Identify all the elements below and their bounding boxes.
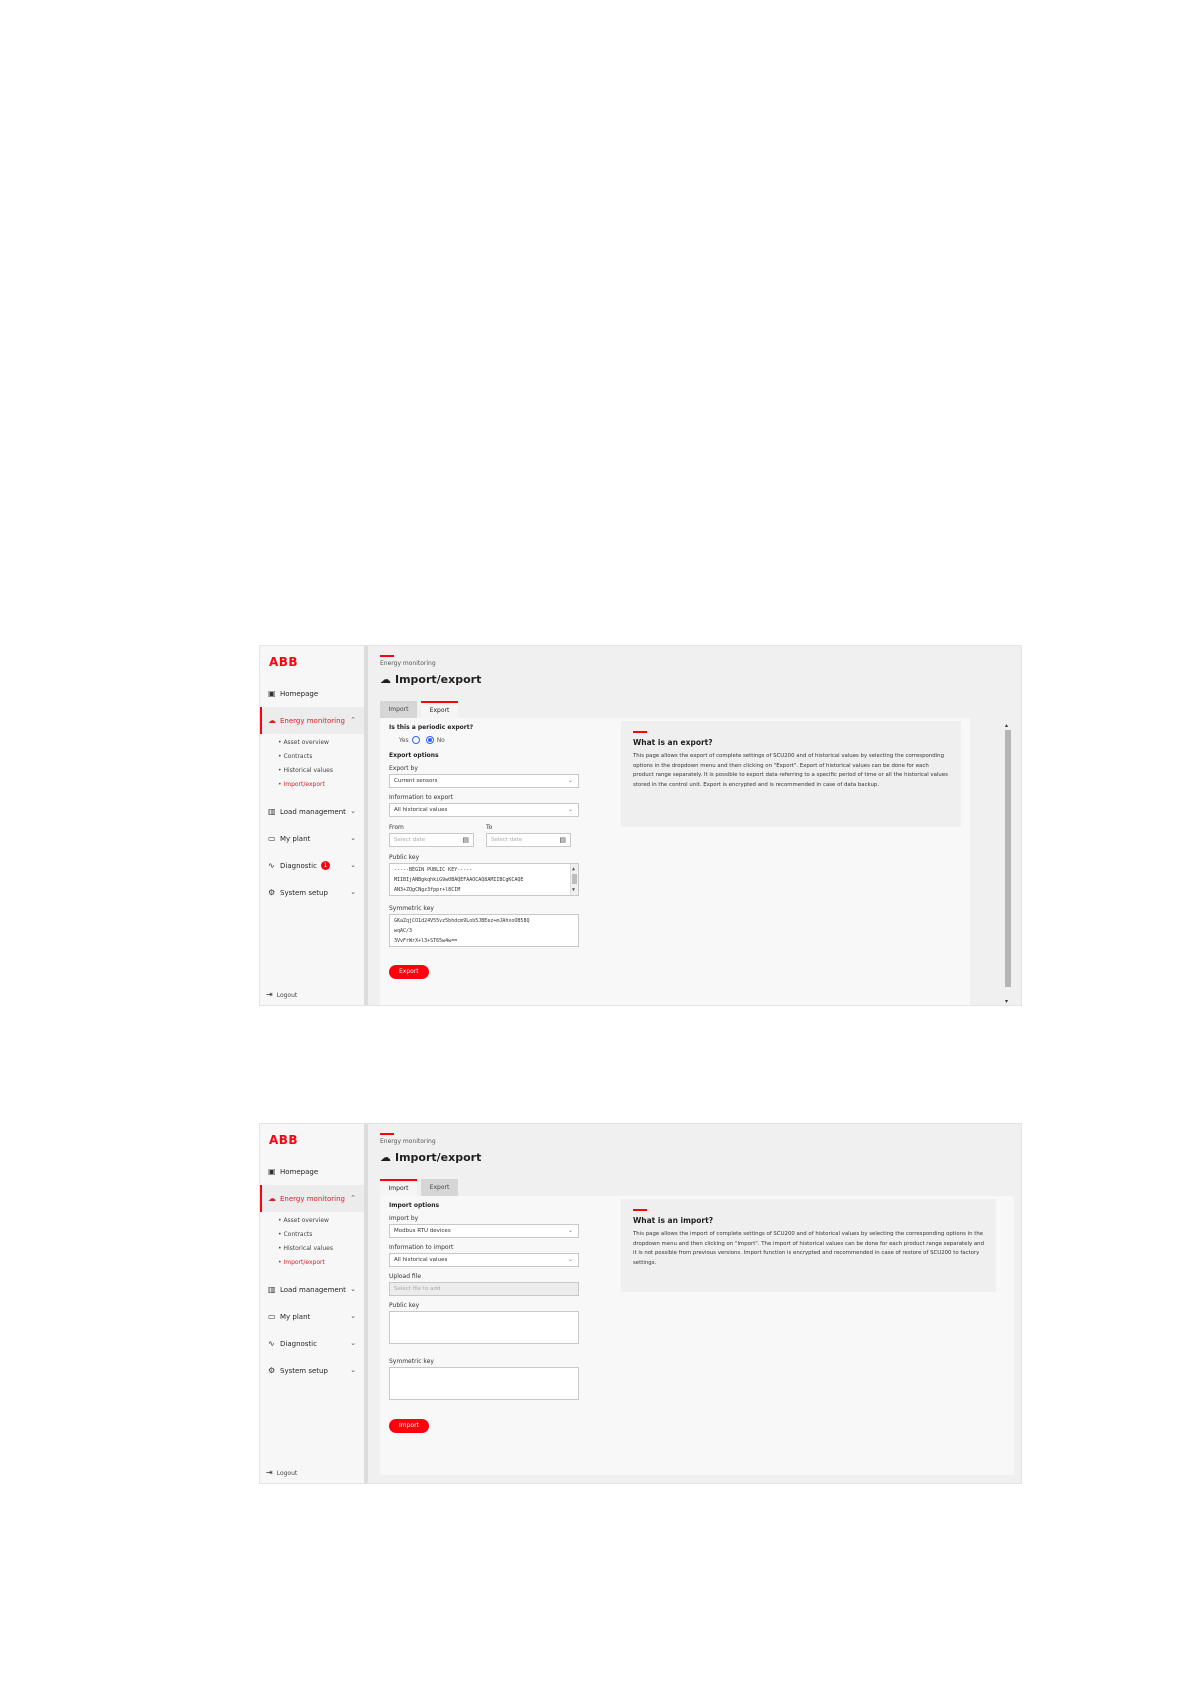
info-to-export-label: Information to export bbox=[389, 794, 454, 801]
sidebar-item-system-setup[interactable] bbox=[260, 1357, 364, 1384]
public-key-textarea[interactable] bbox=[389, 863, 579, 896]
periodic-radio-group bbox=[389, 736, 579, 744]
info-text: This page allows the import of complete settings of SCU200 and of historical values by selecting the corresponding options in the dropdown menu and then clicking on "Import". The import of historical values can be done for each product range separately and it is not possible from previous versions. Import function is encrypted and recommended in case of restore of SCU200 to factory settings. bbox=[633, 1231, 985, 1266]
accent-bar bbox=[380, 655, 394, 657]
public-key-line: AN3+ZQgCNgz3fppr+l8CIM bbox=[394, 887, 461, 893]
chevron-up-icon: ⌃ bbox=[350, 716, 356, 724]
upload-file-label: Upload file bbox=[389, 1273, 422, 1280]
from-label: From bbox=[389, 824, 404, 831]
tab-export[interactable]: Export bbox=[421, 701, 458, 718]
tab-bar bbox=[380, 1179, 462, 1196]
gear-icon: ⚙ bbox=[268, 1366, 276, 1375]
chevron-down-icon: ⌄ bbox=[350, 807, 356, 815]
sidebar-item-load-management[interactable] bbox=[260, 1276, 364, 1303]
from-group bbox=[389, 824, 474, 847]
sidebar bbox=[260, 646, 368, 1005]
from-date-input[interactable]: Select date ▤ bbox=[389, 833, 474, 847]
info-to-import-select[interactable]: All historical values ⌄ bbox=[389, 1253, 579, 1267]
sidebar-item-label: Load management bbox=[280, 807, 346, 816]
bar-chart-icon: ▥ bbox=[268, 807, 276, 816]
sidebar-item-homepage[interactable] bbox=[260, 680, 364, 707]
public-key-label: Public key bbox=[389, 1302, 420, 1309]
sidebar-nav bbox=[260, 680, 364, 906]
to-group bbox=[486, 824, 571, 847]
radio-no-label: No bbox=[436, 736, 445, 744]
tab-export[interactable]: Export bbox=[421, 1179, 458, 1196]
cloud-icon: ☁ bbox=[268, 1194, 276, 1203]
accent-bar bbox=[380, 1133, 394, 1135]
symmetric-key-line: GKaZqjCO1d24V55vz5bhdcm9Lob5JBEez+mJAhxoOB58Q bbox=[394, 918, 530, 924]
submenu-item-contracts[interactable]: • Contracts bbox=[278, 753, 313, 760]
scroll-down-icon[interactable]: ▾ bbox=[1005, 998, 1009, 1005]
sidebar-item-homepage[interactable] bbox=[260, 1158, 364, 1185]
radio-yes[interactable] bbox=[412, 736, 420, 744]
monitor-icon: ▭ bbox=[268, 1312, 276, 1321]
scrollbar-thumb[interactable] bbox=[572, 874, 577, 884]
gear-icon: ⚙ bbox=[268, 888, 276, 897]
public-key-line: -----BEGIN PUBLIC KEY----- bbox=[394, 867, 473, 873]
sidebar-item-diagnostic[interactable] bbox=[260, 852, 364, 879]
to-date-input[interactable]: Select date ▤ bbox=[486, 833, 571, 847]
abb-logo: ABB bbox=[269, 1133, 299, 1147]
tab-import[interactable]: Import bbox=[380, 701, 417, 718]
sidebar-item-label: Homepage bbox=[280, 1167, 319, 1176]
sidebar-item-label: Diagnostic bbox=[280, 861, 317, 870]
logout-icon: ⇥ bbox=[266, 1468, 273, 1477]
public-key-label: Public key bbox=[389, 854, 420, 861]
radio-no[interactable] bbox=[426, 736, 434, 744]
sidebar bbox=[260, 1124, 368, 1483]
sidebar-item-label: Energy monitoring bbox=[280, 1194, 345, 1203]
symmetric-key-label: Symmetric key bbox=[389, 905, 434, 912]
submenu-item-asset-overview[interactable]: • Asset overview bbox=[278, 1217, 329, 1224]
chevron-down-icon: ⌄ bbox=[567, 1227, 573, 1234]
page-scrollbar[interactable] bbox=[1004, 722, 1012, 1005]
page-title: ☁ Import/export bbox=[380, 673, 482, 686]
upload-file-input[interactable]: Select file to add bbox=[389, 1282, 579, 1296]
import-options-heading: Import options bbox=[389, 1202, 440, 1209]
export-by-select[interactable]: Current sensors ⌄ bbox=[389, 774, 579, 788]
logout-link[interactable]: ⇥ Logout bbox=[266, 1468, 298, 1477]
logout-link[interactable]: ⇥ Logout bbox=[266, 990, 298, 999]
chevron-down-icon: ⌄ bbox=[350, 834, 356, 842]
scrollbar-thumb[interactable] bbox=[1005, 730, 1011, 987]
logout-icon: ⇥ bbox=[266, 990, 273, 999]
submenu-item-asset-overview[interactable]: • Asset overview bbox=[278, 739, 329, 746]
sidebar-item-label: System setup bbox=[280, 1366, 328, 1375]
import-by-label: Import by bbox=[389, 1215, 419, 1222]
chevron-down-icon: ⌄ bbox=[350, 1366, 356, 1374]
energy-submenu bbox=[260, 1212, 364, 1276]
sidebar-item-label: My plant bbox=[280, 1312, 311, 1321]
sidebar-item-my-plant[interactable] bbox=[260, 1303, 364, 1330]
info-title: What is an export? bbox=[633, 738, 713, 747]
sidebar-item-diagnostic[interactable] bbox=[260, 1330, 364, 1357]
import-by-select[interactable]: Modbus RTU devices ⌄ bbox=[389, 1224, 579, 1238]
date-range bbox=[389, 824, 579, 847]
export-by-label: Export by bbox=[389, 765, 418, 772]
pulse-icon: ∿ bbox=[268, 1339, 275, 1348]
export-screenshot bbox=[259, 645, 1022, 1006]
sidebar-item-system-setup[interactable] bbox=[260, 879, 364, 906]
sidebar-item-label: Homepage bbox=[280, 689, 319, 698]
chevron-up-icon: ⌃ bbox=[350, 1194, 356, 1202]
tab-bar bbox=[380, 701, 462, 718]
home-icon: ▣ bbox=[268, 1167, 276, 1176]
cloud-icon: ☁ bbox=[380, 673, 391, 686]
chevron-down-icon: ⌄ bbox=[567, 1256, 573, 1263]
sidebar-item-my-plant[interactable] bbox=[260, 825, 364, 852]
accent-bar bbox=[633, 1209, 647, 1211]
pulse-icon: ∿ bbox=[268, 861, 275, 870]
tab-panel bbox=[380, 718, 970, 1005]
main-content bbox=[368, 646, 1021, 1005]
submenu-item-import-export[interactable]: • Import/export bbox=[278, 1259, 325, 1266]
breadcrumb: Energy monitoring bbox=[380, 1138, 436, 1145]
sidebar-item-label: Diagnostic bbox=[280, 1339, 317, 1348]
tab-import[interactable]: Import bbox=[380, 1179, 417, 1196]
chevron-down-icon: ⌄ bbox=[350, 1285, 356, 1293]
home-icon: ▣ bbox=[268, 689, 276, 698]
symmetric-key-textarea[interactable] bbox=[389, 914, 579, 947]
info-card bbox=[621, 721, 961, 827]
chevron-down-icon: ⌄ bbox=[350, 888, 356, 896]
chevron-down-icon: ⌄ bbox=[567, 777, 573, 784]
sidebar-item-energy-monitoring[interactable] bbox=[260, 1185, 364, 1212]
scroll-up-icon[interactable]: ▴ bbox=[1005, 722, 1009, 729]
tab-panel bbox=[380, 1196, 1014, 1475]
calendar-icon[interactable]: ▤ bbox=[559, 836, 566, 844]
import-screenshot bbox=[259, 1123, 1022, 1484]
diagnostic-badge: 1 bbox=[321, 861, 330, 870]
info-to-import-label: Information to import bbox=[389, 1244, 454, 1251]
symmetric-key-label: Symmetric key bbox=[389, 1358, 434, 1365]
info-to-export-select[interactable]: All historical values ⌄ bbox=[389, 803, 579, 817]
to-label: To bbox=[486, 824, 493, 831]
chevron-down-icon: ⌄ bbox=[350, 1339, 356, 1347]
export-options-heading: Export options bbox=[389, 752, 439, 759]
submenu-item-contracts[interactable]: • Contracts bbox=[278, 1231, 313, 1238]
submenu-item-historical-values[interactable]: • Historical values bbox=[278, 1245, 333, 1252]
page-title: ☁ Import/export bbox=[380, 1151, 482, 1164]
scroll-down-icon[interactable]: ▼ bbox=[572, 887, 576, 893]
cloud-icon: ☁ bbox=[380, 1151, 391, 1164]
chevron-down-icon: ⌄ bbox=[567, 806, 573, 813]
breadcrumb: Energy monitoring bbox=[380, 660, 436, 667]
sidebar-nav bbox=[260, 1158, 364, 1384]
sidebar-item-energy-monitoring[interactable] bbox=[260, 707, 364, 734]
symmetric-key-textarea[interactable] bbox=[389, 1367, 579, 1400]
abb-logo: ABB bbox=[269, 655, 299, 669]
submenu-item-historical-values[interactable]: • Historical values bbox=[278, 767, 333, 774]
info-text: This page allows the export of complete settings of SCU200 and of historical values by selecting the corresponding options in the dropdown menu and then clicking on "Export". Export of historical values can be done for each product range separately. It is possible to export data referring to a specific period of time or all the historical values stored in the control unit. Export is encrypted and is recommended in case of data backup. bbox=[633, 753, 948, 788]
submenu-item-import-export[interactable]: • Import/export bbox=[278, 781, 325, 788]
chevron-down-icon: ⌄ bbox=[350, 861, 356, 869]
cloud-icon: ☁ bbox=[268, 716, 276, 725]
sidebar-item-label: Energy monitoring bbox=[280, 716, 345, 725]
accent-bar bbox=[633, 731, 647, 733]
export-form bbox=[389, 724, 579, 979]
sidebar-item-label: Load management bbox=[280, 1285, 346, 1294]
symmetric-key-line: wqAC/3 bbox=[394, 928, 413, 934]
info-title: What is an import? bbox=[633, 1216, 714, 1225]
bar-chart-icon: ▥ bbox=[268, 1285, 276, 1294]
textarea-scrollbar[interactable] bbox=[570, 864, 578, 895]
public-key-textarea[interactable] bbox=[389, 1311, 579, 1344]
scroll-up-icon[interactable]: ▲ bbox=[572, 866, 576, 872]
calendar-icon[interactable]: ▤ bbox=[462, 836, 469, 844]
radio-yes-label: Yes bbox=[399, 736, 409, 744]
import-button[interactable]: Import bbox=[389, 1419, 429, 1433]
periodic-question: Is this a periodic export? bbox=[389, 724, 474, 731]
sidebar-item-load-management[interactable] bbox=[260, 798, 364, 825]
energy-submenu bbox=[260, 734, 364, 798]
sidebar-item-label: My plant bbox=[280, 834, 311, 843]
chevron-down-icon: ⌄ bbox=[350, 1312, 356, 1320]
import-form bbox=[389, 1202, 579, 1433]
export-button[interactable]: Export bbox=[389, 965, 429, 979]
monitor-icon: ▭ bbox=[268, 834, 276, 843]
info-card bbox=[621, 1199, 996, 1292]
public-key-line: MIIBIjANBgkqhkiG9w0BAQEFAAOCAQ8AMIIBCgKCAQE bbox=[394, 877, 524, 883]
sidebar-item-label: System setup bbox=[280, 888, 328, 897]
main-content bbox=[368, 1124, 1021, 1483]
symmetric-key-line: 3VvFrWrX+l3+ST65w4w== bbox=[394, 938, 458, 944]
